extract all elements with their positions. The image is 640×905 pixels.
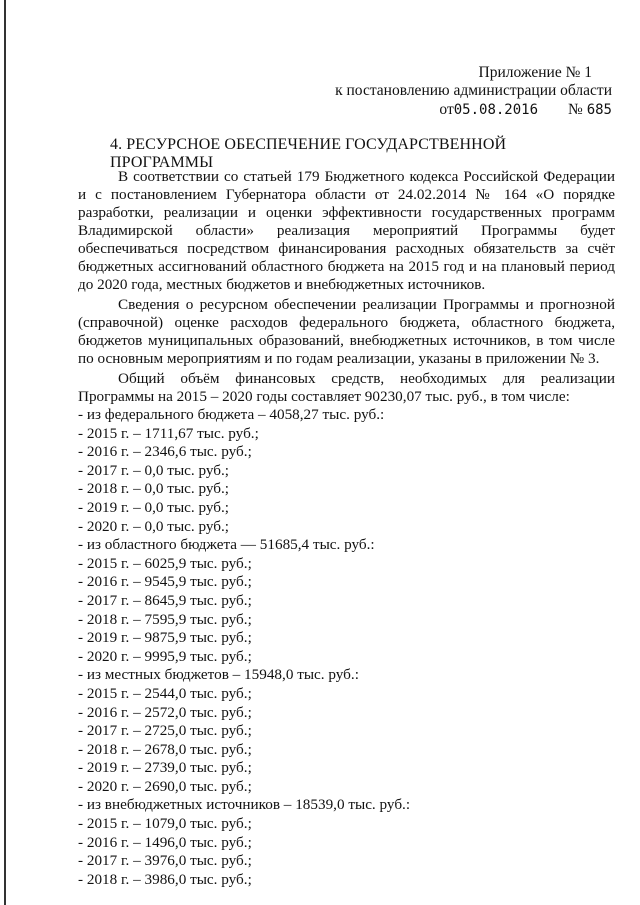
funding-line: - 2015 г. – 1711,67 тыс. руб.; xyxy=(78,424,259,442)
funding-line: - 2019 г. – 9875,9 тыс. руб.; xyxy=(78,629,252,647)
funding-line: - 2015 г. – 1079,0 тыс. руб.; xyxy=(78,815,252,833)
appendix-header xyxy=(312,64,612,119)
funding-line: - 2016 г. – 2346,6 тыс. руб.; xyxy=(78,443,252,461)
funding-line: - 2019 г. – 0,0 тыс. руб.; xyxy=(78,498,230,516)
funding-line: - 2015 г. – 6025,9 тыс. руб.; xyxy=(78,554,252,572)
funding-line: - из областного бюджета — 51685,4 тыс. руб.: xyxy=(78,536,375,554)
funding-line: - 2019 г. – 2739,0 тыс. руб.; xyxy=(78,759,252,777)
section-body xyxy=(78,168,615,889)
date-stamp: 05.08.2016 xyxy=(453,102,539,118)
funding-line: - 2017 г. – 0,0 тыс. руб.; xyxy=(78,461,230,479)
funding-line: - 2018 г. – 7595,9 тыс. руб.; xyxy=(78,610,252,628)
funding-line: - из местных бюджетов – 15948,0 тыс. руб.: xyxy=(78,666,359,684)
funding-line: - 2018 г. – 0,0 тыс. руб.; xyxy=(78,480,230,498)
paragraph-legal-basis: В соответствии со статьей 179 Бюджетного кодекса Российской Федерации и с постановлением Губернатора области от 24.02.2014 № 164 «О порядке разработки, реализации и оценки эффективности государственных программ Владимирской области» реализация мероприятий Программы будет обеспечиваться посредством финансирования расходных обязательств за счёт бюджетных ассигнований областного бюджета на 2015 год и на плановый период до 2020 года, местных бюджетов и внебюджетных источников. xyxy=(78,168,615,293)
funding-line: - 2017 г. – 2725,0 тыс. руб.; xyxy=(78,722,252,740)
funding-line: - 2020 г. – 0,0 тыс. руб.; xyxy=(78,517,230,535)
number-prefix: № xyxy=(568,101,583,118)
funding-line: - 2016 г. – 9545,9 тыс. руб.; xyxy=(78,573,252,591)
funding-line: - 2020 г. – 9995,9 тыс. руб.; xyxy=(78,647,252,665)
funding-line: - 2017 г. – 3976,0 тыс. руб.; xyxy=(78,852,252,870)
date-prefix: от xyxy=(439,101,454,118)
funding-line: - 2016 г. – 1496,0 тыс. руб.; xyxy=(78,833,252,851)
funding-line: - из федерального бюджета – 4058,27 тыс. руб.: xyxy=(78,406,385,423)
appendix-title: Приложение № 1 xyxy=(478,64,592,81)
paragraph-total-volume: Общий объём финансовых средств, необходимых для реализации Программы на 2015 – 2020 годы составляет 90230,07 тыс. руб., в том числе: xyxy=(78,370,615,405)
funding-line: - 2018 г. – 3986,0 тыс. руб.; xyxy=(78,870,252,888)
paragraph-resource-info: Сведения о ресурсном обеспечении реализации Программы и прогнозной (справочной) оценке расходов федерального бюджета, областного бюджета, бюджетов муниципальных образований, внебюджетных источников, в том числе по основным мероприятиям и по годам реализации, указаны в приложении № 3. xyxy=(78,296,615,367)
scan-edge-line xyxy=(4,0,6,905)
funding-line: - 2016 г. – 2572,0 тыс. руб.; xyxy=(78,703,252,721)
number-stamp: 685 xyxy=(586,102,612,118)
funding-line: - 2015 г. – 2544,0 тыс. руб.; xyxy=(78,684,252,702)
funding-list xyxy=(78,406,615,889)
funding-line: - 2020 г. – 2690,0 тыс. руб.; xyxy=(78,777,252,795)
funding-line: - 2017 г. – 8645,9 тыс. руб.; xyxy=(78,591,252,609)
funding-line: - 2018 г. – 2678,0 тыс. руб.; xyxy=(78,740,252,758)
funding-line: - из внебюджетных источников – 18539,0 тыс. руб.: xyxy=(78,796,411,814)
appendix-date-line xyxy=(312,101,612,119)
section-heading: 4. РЕСУРСНОЕ ОБЕСПЕЧЕНИЕ ГОСУДАРСТВЕННОЙ ПРОГРАММЫ xyxy=(110,136,507,171)
appendix-subtitle: к постановлению администрации области xyxy=(335,82,612,99)
